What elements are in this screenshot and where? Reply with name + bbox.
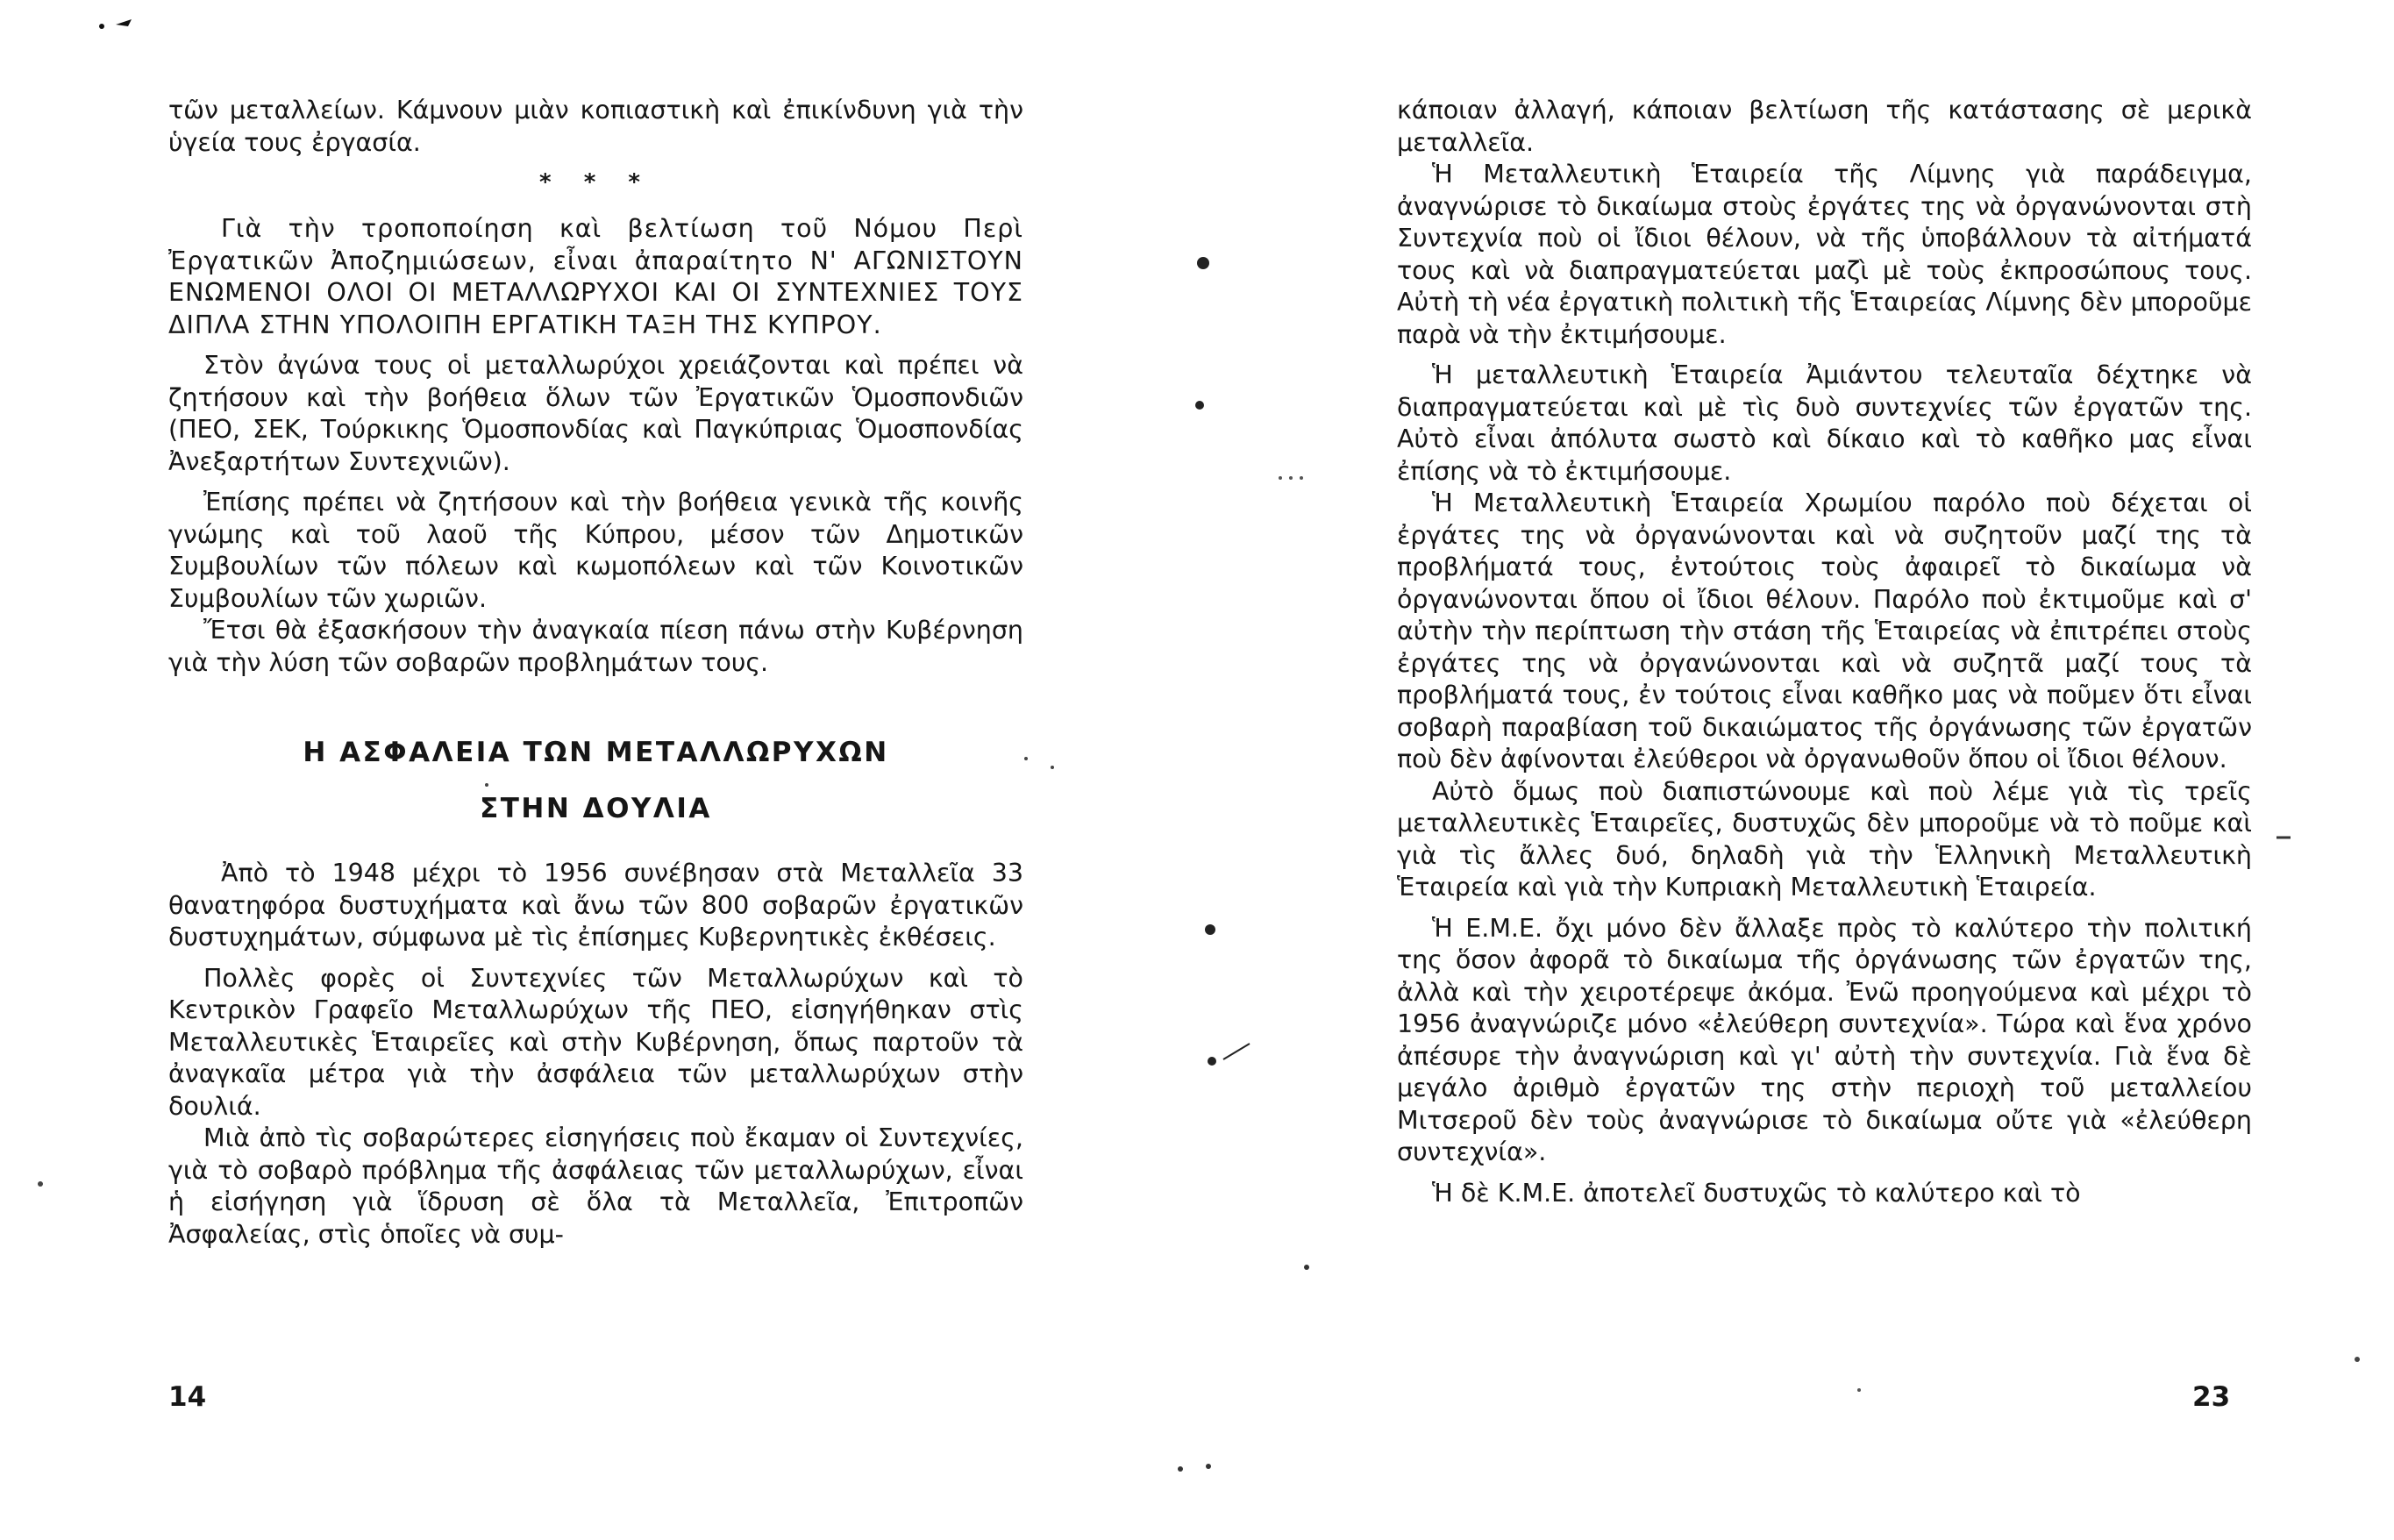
right-paragraph-4: Ἡ Μεταλλευτικὴ Ἑταιρεία Χρωμίου παρόλο ποὺ δέχεται οἱ ἐργάτες της νὰ ὀργανώνονται καὶ νὰ συζητοῦν μαζί της τὰ προβλήματά τους, ἐντούτοις τοὺς ἀφαιρεῖ τὸ δικαίωμα νὰ ὀργανώνονται ὅπου οἱ ἴδιοι θέλουν. Παρόλο ποὺ ἐκτιμοῦμε καὶ σ' αὐτὴν τὴν περίπτωση τὴν στάση τῆς Ἑταιρείας νὰ ἐπιτρέπει στοὺς ἐργάτες της νὰ ὀργανώνονται καὶ νὰ συζητᾶ μαζί τους τὰ προβλήματά τους, ἐν τούτοις εἶναι καθῆκο μας νὰ ποῦμεν ὅτι εἶναι σοβαρὴ παραβίαση τοῦ δικαιώματος τῆς ὀργάνωσης τῶν ἐργατῶν ποὺ δὲν ἀφίνονται ἐλεύθεροι νὰ ὀργανωθοῦν ὅπου οἱ ἴδιοι θέλουν. bbox=[1397, 488, 2252, 774]
left-paragraph-6: Ἀπὸ τὸ 1948 μέχρι τὸ 1956 συνέβησαν στὰ Μεταλλεῖα 33 θανατηφόρα δυστυχήματα καὶ ἄνω τῶν 800 σοβαρῶν ἐργατικῶν δυστυχημάτων, σύμφωνα μὲ τὶς ἐπίσημες Κυβερνητικὲς ἐκθέσεις. bbox=[168, 859, 1023, 952]
right-paragraph-5: Αὐτὸ ὅμως ποὺ διαπιστώνουμε καὶ ποὺ λέμε γιὰ τὶς τρεῖς μεταλλευτικὲς Ἑταιρεῖες, δυστυχῶς δὲν μποροῦμε νὰ τὸ ποῦμε καὶ γιὰ τὶς ἄλλες δυό, δηλαδὴ γιὰ τὴν Ἑλληνικὴ Μεταλλευτικὴ Ἑταιρεία καὶ γιὰ τὴν Κυπριακὴ Μεταλλευτικὴ Ἑταιρεία. bbox=[1397, 776, 2252, 902]
section-heading-line-2: ΣΤΗΝ ΔΟΥΛΙΑ bbox=[480, 793, 712, 824]
left-paragraph-8: Μιὰ ἀπὸ τὶς σοβαρώτερες εἰσηγήσεις ποὺ ἔκαμαν οἱ Συντεχνίες, γιὰ τὸ σοβαρὸ πρόβλημα τῆς ἀσφάλειας τῶν μεταλλωρύχων, εἶναι ἡ εἰσήγηση γιὰ ἵδρυση σὲ ὅλα τὰ Μεταλλεῖα, Ἐπιτροπῶν Ἀσφαλείας, στὶς ὁποῖες νὰ συμ- bbox=[168, 1123, 1023, 1249]
right-paragraph-3: Ἡ μεταλλευτικὴ Ἑταιρεία Ἀμιάντου τελευταῖα δέχτηκε νὰ διαπραγματεύεται καὶ μὲ τὶς δυὸ συντεχνίες τῶν ἐργατῶν της. Αὐτὸ εἶναι ἀπόλυτα σωστὸ καὶ δίκαιο καὶ τὸ καθῆκο μας εἶναι ἐπίσης νὰ τὸ ἐκτιμήσουμε. bbox=[1397, 360, 2252, 486]
right-paragraph-1: κάποιαν ἀλλαγή, κάποιαν βελτίωση τῆς κατάστασης σὲ μερικὰ μεταλλεῖα. bbox=[1397, 96, 2252, 157]
left-paragraph-7: Πολλὲς φορὲς οἱ Συντεχνίες τῶν Μεταλλωρύχων καὶ τὸ Κεντρικὸν Γραφεῖο Μεταλλωρύχων τῆς ΠΕΟ, εἰσηγήθηκαν στὶς Μεταλλευτικὲς Ἑταιρεῖες καὶ στὴν Κυβέρνηση, ὅπως παρτοῦν τὰ ἀναγκαῖα μέτρα γιὰ τὴν ἀσφάλεια τῶν μεταλλωρύχων στὴν δουλιά. bbox=[168, 963, 1023, 1121]
right-paragraph-2: Ἡ Μεταλλευτικὴ Ἑταιρεία τῆς Λίμνης γιὰ παράδειγμα, ἀναγνώρισε τὸ δικαίωμα στοὺς ἐργάτες της νὰ ὀργανώνονται στὴ Συντεχνία ποὺ οἱ ἴδιοι θέλουν, νὰ τῆς ὑποβάλλουν τὰ αἰτήματά τους καὶ νὰ διαπραγματεύεται μαζὶ μὲ τοὺς ἐκπροσώπους τους. Αὐτὴ τὴ νέα ἐργατικὴ πολιτικὴ τῆς Ἑταιρείας Λίμνης δὲν μποροῦμε παρὰ νὰ τὴν ἐκτιμήσουμε. bbox=[1397, 160, 2252, 349]
right-page bbox=[1197, 0, 2394, 1540]
section-separator: * * * bbox=[539, 169, 652, 196]
right-paragraph-7: Ἡ δὲ Κ.Μ.Ε. ἀποτελεῖ δυστυχῶς τὸ καλύτερο καὶ τὸ bbox=[1432, 1178, 2081, 1208]
section-heading-line-1: Η ΑΣΦΑΛΕΙΑ ΤΩΝ ΜΕΤΑΛΛΩΡΥΧΩΝ bbox=[303, 737, 889, 768]
left-paragraph-3: Στὸν ἀγώνα τους οἱ μεταλλωρύχοι χρειάζονται καὶ πρέπει νὰ ζητήσουν καὶ τὴν βοήθεια ὅλων τῶν Ἐργατικῶν Ὁμοσπονδιῶν (ΠΕΟ, ΣΕΚ, Τούρκικης Ὁμοσπονδίας καὶ Παγκύπριας Ὁμοσπονδίας Ἀνεξαρτήτων Συντεχνιῶν). bbox=[168, 351, 1023, 476]
left-paragraph-4: Ἐπίσης πρέπει νὰ ζητήσουν καὶ τὴν βοήθεια γενικὰ τῆς κοινῆς γνώμης καὶ τοῦ λαοῦ τῆς Κύπρου, μέσον τῶν Δημοτικῶν Συμβουλίων τῶν πόλεων καὶ κωμοπόλεων καὶ τῶν Κοινοτικῶν Συμβουλίων τῶν χωριῶν. bbox=[168, 488, 1023, 613]
left-paragraph-5: Ἔτσι θὰ ἐξασκήσουν τὴν ἀναγκαία πίεση πάνω στὴν Κυβέρνηση γιὰ τὴν λύση τῶν σοβαρῶν προβλημάτων τους. bbox=[168, 616, 1023, 677]
left-page-text-column bbox=[168, 95, 1023, 1251]
left-page-number: 14 bbox=[168, 1381, 207, 1413]
right-page-number: 23 bbox=[2192, 1381, 2231, 1413]
right-page-text-column bbox=[1397, 95, 2252, 1209]
left-paragraph-1: τῶν μεταλλείων. Κάμνουν μιὰν κοπιαστικὴ καὶ ἐπικίνδυνη γιὰ τὴν ὑγεία τους ἐργασία. bbox=[168, 96, 1023, 157]
right-paragraph-6: Ἡ Ε.Μ.Ε. ὄχι μόνο δὲν ἄλλαξε πρὸς τὸ καλύτερο τὴν πολιτική της ὅσον ἀφορᾶ τὸ δικαίωμα τῆς ὀργάνωσης τῶν ἐργατῶν της, ἀλλὰ καὶ τὴν χειροτέρεψε ἀκόμα. Ἐνῶ προηγούμενα καὶ μέχρι τὸ 1956 ἀναγνώριζε μόνο «ἐλεύθερη συντεχνία». Τώρα καὶ ἕνα χρόνο ἀπέσυρε τὴν ἀναγνώριση καὶ γι' αὐτὴ τὴν συντεχνία. Γιὰ ἕνα δὲ μεγάλο ἀριθμὸ ἐργατῶν της στὴν περιοχὴ τοῦ μεταλλείου Μιτσεροῦ δὲν τοὺς ἀναγνώρισε τὸ δικαίωμα οὔτε γιὰ «ἐλεύθερη συντεχνία». bbox=[1397, 913, 2252, 1166]
left-paragraph-2: Γιὰ τὴν τροποποίηση καὶ βελτίωση τοῦ Νόμου Περὶ Ἐργατικῶν Ἀποζημιώσεων, εἶναι ἀπαραίτητο Ν' ΑΓΩΝΙΣΤΟΥΝ ΕΝΩΜΕΝΟΙ ΟΛΟΙ ΟΙ ΜΕΤΑΛΛΩΡΥΧΟΙ ΚΑΙ ΟΙ ΣΥΝΤΕΧΝΙΕΣ ΤΟΥΣ ΔΙΠΛΑ ΣΤΗΝ ΥΠΟΛΟΙΠΗ ΕΡΓΑΤΙΚΗ ΤΑΞΗ ΤΗΣ ΚΥΠΡΟΥ. bbox=[168, 214, 1023, 339]
